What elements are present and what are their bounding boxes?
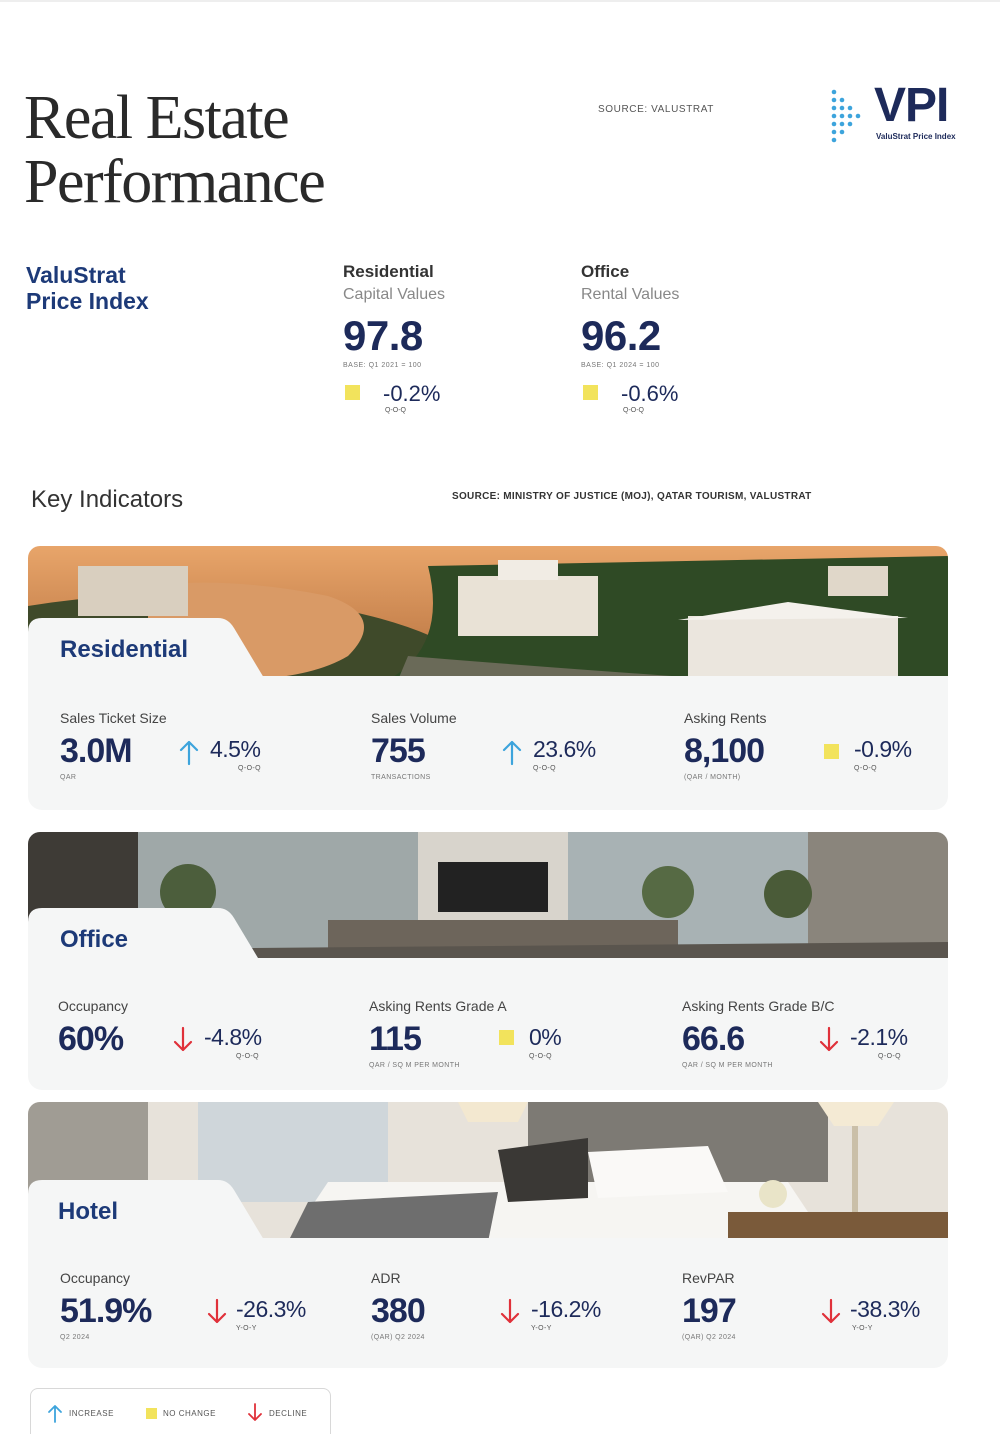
metric-period: Y-O-Y <box>852 1325 873 1332</box>
office-tab <box>28 908 268 968</box>
hotel-card <box>28 1102 948 1368</box>
metric-label: Occupancy <box>60 1270 131 1286</box>
metric-unit: TRANSACTIONS <box>371 774 431 781</box>
metric-value: 115 <box>369 1020 421 1058</box>
metric-period: Q-O-Q <box>878 1053 901 1060</box>
index-value: 97.8 <box>343 312 423 359</box>
metric-change: -2.1% <box>850 1024 908 1050</box>
metric-change: 4.5% <box>210 736 261 762</box>
index-category: Office <box>581 262 630 281</box>
title-line-2: Performance <box>24 148 325 216</box>
title-line-1: Real Estate <box>24 84 289 152</box>
index-subtitle: Capital Values <box>343 286 445 303</box>
metric-adr <box>371 1270 671 1370</box>
metric-sales-ticket-size <box>60 710 360 810</box>
metric-sales-volume <box>371 710 671 810</box>
metric-change: -38.3% <box>850 1296 920 1322</box>
page-title <box>24 86 324 214</box>
metric-unit: (QAR) Q2 2024 <box>371 1334 425 1341</box>
residential-metrics <box>28 676 948 810</box>
metric-value: 60% <box>58 1020 124 1058</box>
index-change-value: -0.6% <box>621 381 679 406</box>
legend-label: INCREASE <box>69 1409 114 1418</box>
metric-label: Sales Ticket Size <box>60 710 167 726</box>
metric-label: Occupancy <box>58 998 129 1014</box>
metric-unit: QAR <box>60 774 77 781</box>
metric-label: Asking Rents <box>684 710 767 726</box>
metric-hotel-occupancy <box>60 1270 360 1370</box>
arrow-down-icon <box>818 1026 840 1054</box>
section-title: Office <box>60 926 129 953</box>
price-index-office <box>581 262 801 423</box>
legend-label: DECLINE <box>269 1409 308 1418</box>
metric-value: 755 <box>371 732 425 770</box>
metric-asking-rents-grade-a <box>369 998 669 1098</box>
metric-value: 51.9% <box>60 1292 152 1330</box>
index-base: BASE: Q1 2021 = 100 <box>343 362 422 369</box>
index-base: BASE: Q1 2024 = 100 <box>581 362 660 369</box>
metric-change: -16.2% <box>531 1296 601 1322</box>
metric-value: 380 <box>371 1292 425 1330</box>
index-change <box>581 383 801 423</box>
metric-label: Asking Rents Grade A <box>369 998 507 1014</box>
metric-label: Asking Rents Grade B/C <box>682 998 835 1014</box>
legend-label: NO CHANGE <box>163 1409 216 1418</box>
metric-period: Y-O-Y <box>531 1325 552 1332</box>
office-metrics <box>28 958 948 1090</box>
legend <box>30 1388 331 1434</box>
metric-label: RevPAR <box>682 1270 735 1286</box>
metric-value: 66.6 <box>682 1020 745 1058</box>
index-change-period: Q-O-Q <box>385 407 406 414</box>
metric-label: Sales Volume <box>371 710 457 726</box>
metric-change: 23.6% <box>533 736 596 762</box>
metric-period: Y-O-Y <box>236 1325 257 1332</box>
section-title: Hotel <box>58 1198 118 1225</box>
yellow-square-icon <box>824 744 839 759</box>
metric-value: 197 <box>682 1292 736 1330</box>
metric-change: -4.8% <box>204 1024 262 1050</box>
metric-value: 8,100 <box>684 732 765 770</box>
arrow-up-icon <box>47 1403 63 1423</box>
price-index-label <box>26 262 149 314</box>
hotel-tab <box>28 1180 268 1240</box>
key-indicators-source: SOURCE: MINISTRY OF JUSTICE (MOJ), QATAR TOURISM, VALUSTRAT <box>452 491 812 502</box>
logo-text: VPI <box>874 79 949 132</box>
metric-unit: QAR / SQ M PER MONTH <box>682 1062 773 1069</box>
section-title: Residential <box>60 636 189 663</box>
index-category: Residential <box>343 262 434 281</box>
metric-asking-rents-grade-bc <box>682 998 982 1098</box>
index-subtitle: Rental Values <box>581 286 680 303</box>
yellow-square-icon <box>499 1030 514 1045</box>
arrow-down-icon <box>247 1403 263 1423</box>
top-rule <box>0 0 1000 2</box>
metric-office-occupancy <box>58 998 358 1098</box>
metric-period: Q-O-Q <box>236 1053 259 1060</box>
arrow-down-icon <box>499 1298 521 1326</box>
arrow-up-icon <box>501 738 523 766</box>
hotel-metrics <box>28 1238 948 1368</box>
yellow-square-icon <box>145 1403 159 1423</box>
residential-card <box>28 546 948 810</box>
metric-revpar <box>682 1270 982 1370</box>
dot-grid-icon <box>830 88 866 144</box>
yellow-square-icon <box>345 385 360 400</box>
price-index-label-line-1: ValuStrat <box>26 262 126 288</box>
metric-change: -0.9% <box>854 736 912 762</box>
metric-label: ADR <box>371 1270 401 1286</box>
metric-period: Q-O-Q <box>529 1053 552 1060</box>
metric-value: 3.0M <box>60 732 132 770</box>
metric-unit: Q2 2024 <box>60 1334 90 1341</box>
arrow-down-icon <box>820 1298 842 1326</box>
metric-unit: (QAR / MONTH) <box>684 774 741 781</box>
metric-period: Q-O-Q <box>533 765 556 772</box>
logo-subtitle: ValuStrat Price Index <box>876 132 956 141</box>
vpi-logo <box>830 79 970 146</box>
index-change <box>343 383 563 423</box>
residential-tab <box>28 618 268 678</box>
office-card <box>28 832 948 1090</box>
index-change-period: Q-O-Q <box>623 407 644 414</box>
key-indicators-title: Key Indicators <box>31 486 184 513</box>
arrow-down-icon <box>206 1298 228 1326</box>
index-value: 96.2 <box>581 312 661 359</box>
metric-change: 0% <box>529 1024 562 1050</box>
header-source: SOURCE: VALUSTRAT <box>598 104 714 115</box>
yellow-square-icon <box>583 385 598 400</box>
metric-unit: QAR / SQ M PER MONTH <box>369 1062 460 1069</box>
arrow-up-icon <box>178 738 200 766</box>
metric-period: Q-O-Q <box>238 765 261 772</box>
metric-unit: (QAR) Q2 2024 <box>682 1334 736 1341</box>
metric-change: -26.3% <box>236 1296 306 1322</box>
index-change-value: -0.2% <box>383 381 441 406</box>
metric-asking-rents <box>684 710 984 810</box>
metric-period: Q-O-Q <box>854 765 877 772</box>
price-index-residential <box>343 262 563 423</box>
price-index-label-line-2: Price Index <box>26 288 149 314</box>
arrow-down-icon <box>172 1026 194 1054</box>
